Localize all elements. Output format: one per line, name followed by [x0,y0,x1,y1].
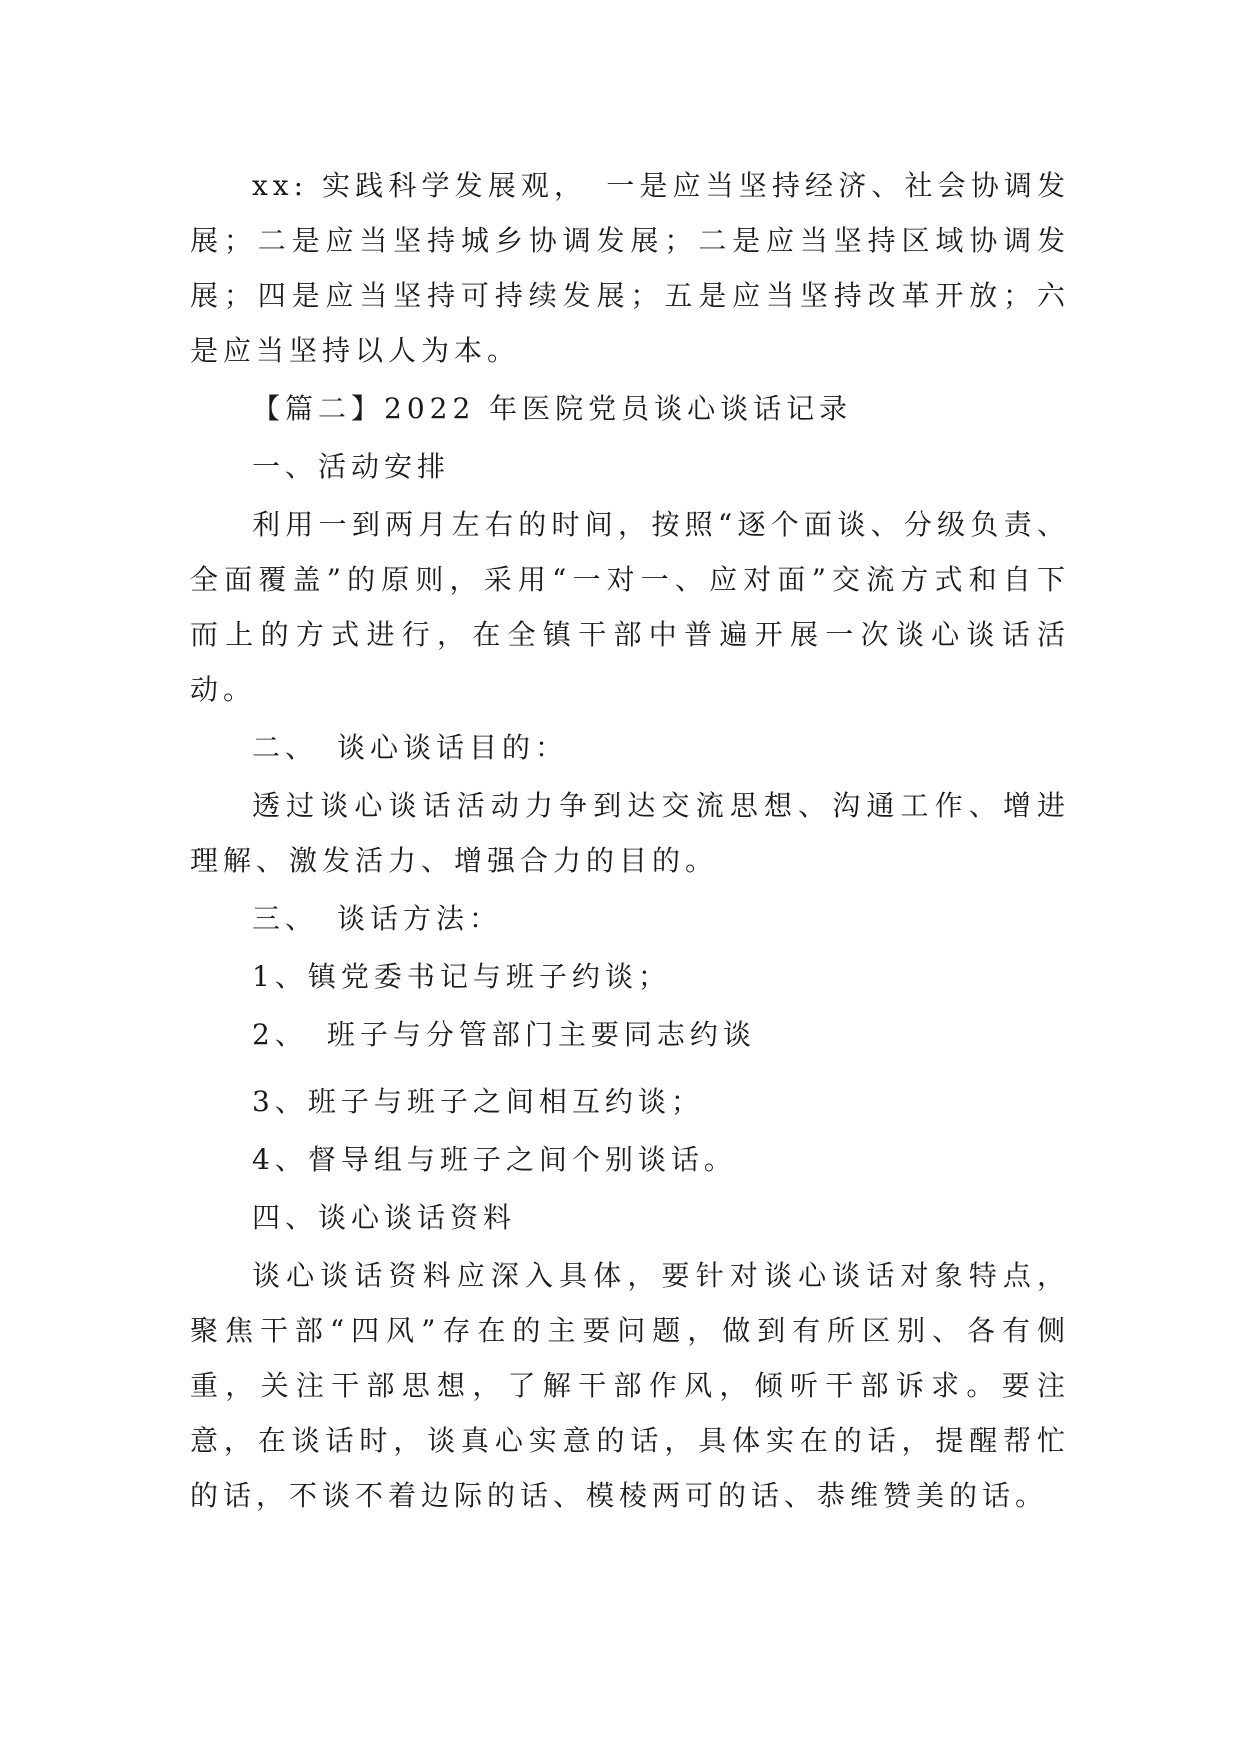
heading-talk-materials: 四、谈心谈话资料 [252,1201,517,1234]
heading-talk-purpose: 二、 谈心谈话目的： [252,731,569,764]
heading-talk-method: 三、 谈话方法： [252,902,503,935]
paragraph-talk-purpose: 透过谈心谈话活动力争到达交流思想、沟通工作、增进理解、激发活力、增强合力的目的。 [190,789,1070,877]
list-item-method-1: 1、镇党委书记与班子约谈； [252,960,671,993]
list-item-method-3: 3、班子与班子之间相互约谈； [252,1085,704,1118]
heading-activity-arrangement: 一、活动安排 [252,450,451,483]
list-item-method-4: 4、督导组与班子之间个别谈话。 [252,1143,737,1176]
paragraph-talk-materials: 谈心谈话资料应深入具体，要针对谈心谈话对象特点，聚焦干部“四风”存在的主要问题，做到有所区别、各有侧重，关注干部思想，了解干部作风，倾听干部诉求。要注意，在谈话时，谈真心实意的话，具体实在的话，提醒帮忙的话，不谈不着边际的话、模棱两可的话、恭维赞美的话。 [190,1259,1070,1512]
list-item-method-2: 2、 班子与分管部门主要同志约谈 [252,1018,756,1051]
section-heading-part-two: 【篇二】2022 年医院党员谈心谈话记录 [252,392,853,425]
paragraph-activity-arrangement: 利用一到两月左右的时间，按照“逐个面谈、分级负责、全面覆盖”的原则，采用“一对一、应对面”交流方式和自下而上的方式进行，在全镇干部中普遍开展一次谈心谈话活动。 [190,508,1070,706]
paragraph-practice-development: xx: 实践科学发展观， 一是应当坚持经济、社会协调发展；二是应当坚持城乡协调发展；二是应当坚持区域协调发展；四是应当坚持可持续发展；五是应当坚持改革开放；六是应当坚持以人为本。 [190,169,1070,367]
document-body [190,158,1070,1523]
